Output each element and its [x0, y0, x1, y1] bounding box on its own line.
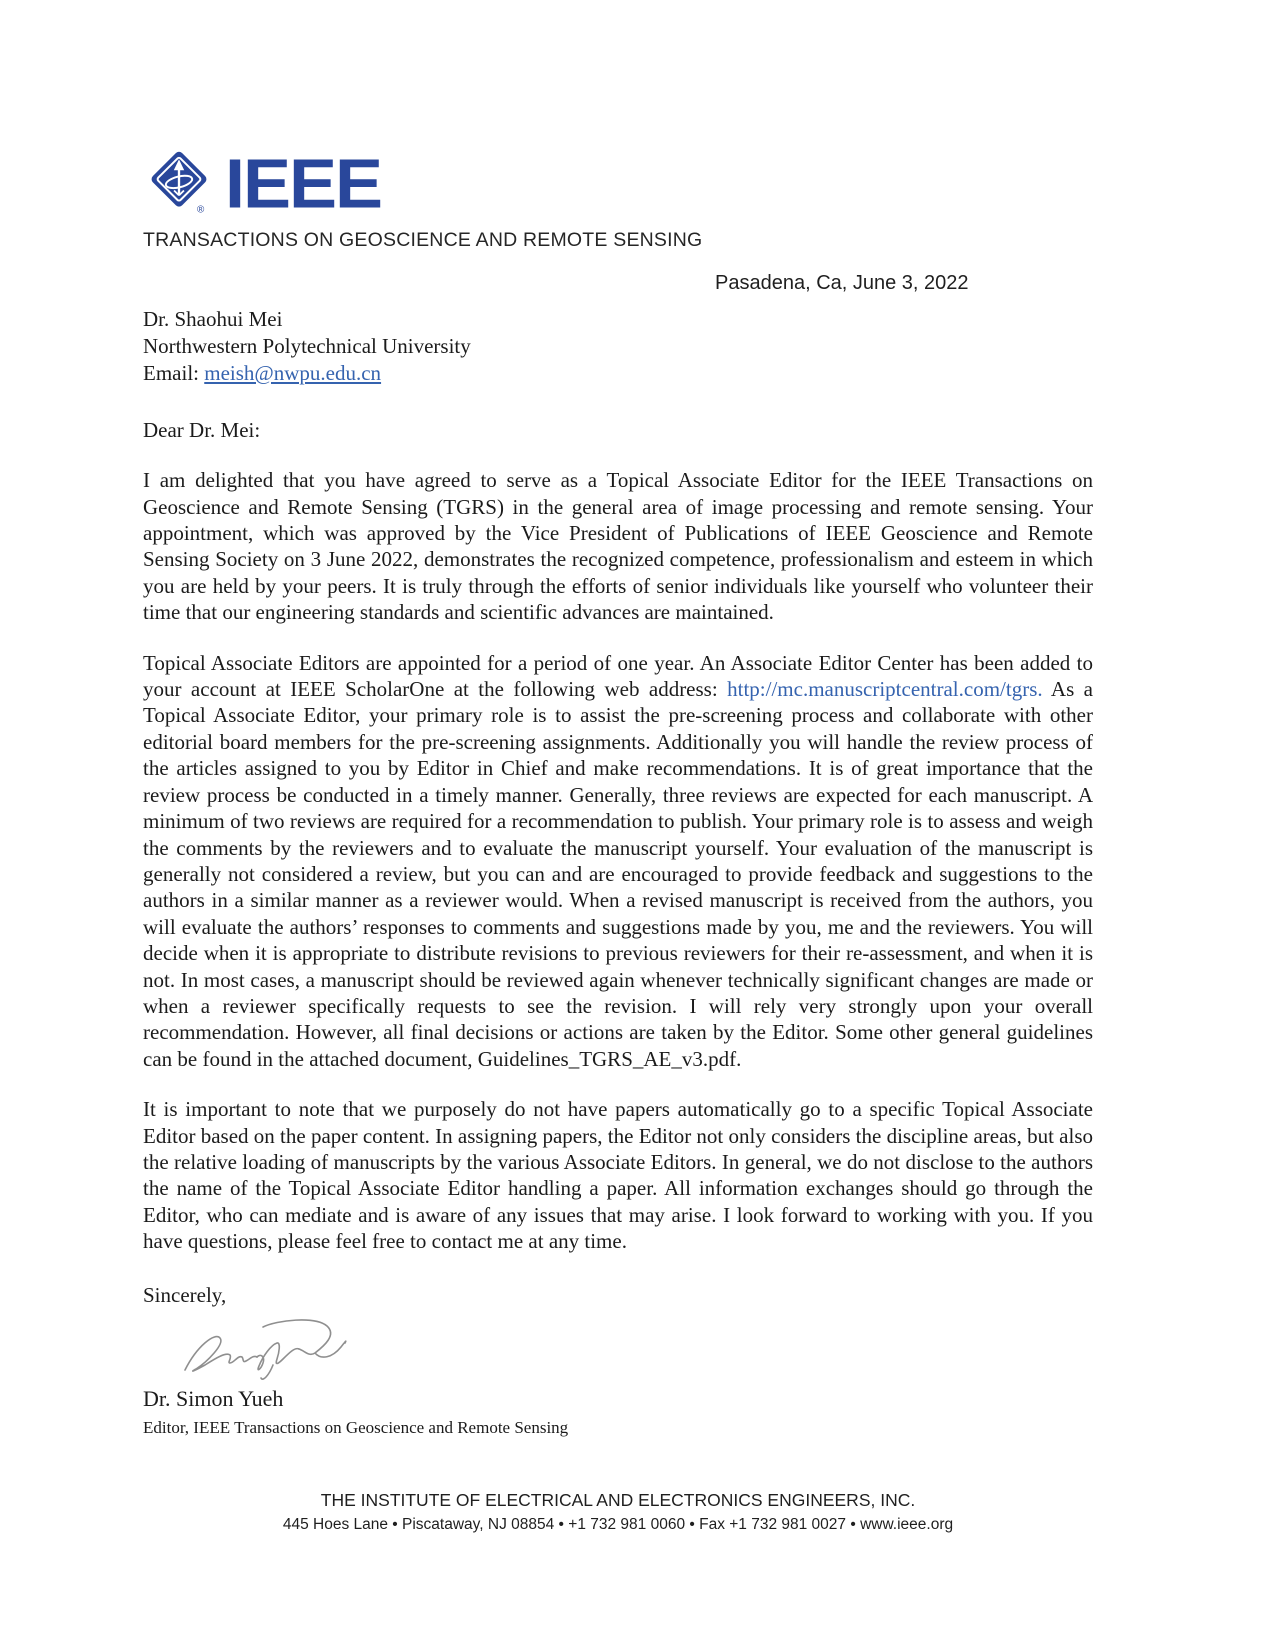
signer-name: Dr. Simon Yueh	[143, 1386, 284, 1411]
footer-address-line: 445 Hoes Lane • Piscataway, NJ 08854 • +1 732 981 0060 • Fax +1 732 981 0027 • www.ieee.org	[282, 1516, 954, 1533]
email-label: Email:	[143, 360, 199, 385]
paragraph-2-text-after-link: As a Topical Associate Editor, your primary role is to assist the pre-screening process and collaborate with other editorial board members for the pre-screening assignments. Additionally you will handle the review process of the articles assigned to you by Editor in Chief and make recommendations. It is of great importance that the review process be conducted in a timely manner. Generally, three reviews are expected for each manuscript. A minimum of two reviews are required for a recommendation to publish. Your primary role is to assess and weigh the comments by the reviewers and to evaluate the manuscript yourself. Your evaluation of the manuscript is generally not considered a review, but you can and are encouraged to provide feedback and suggestions to the authors in a similar manner as a reviewer would. When a revised manuscript is received from the authors, you will evaluate the authors’ responses to comments and suggestions made by you, me and the reviewers. You will decide when it is appropriate to distribute revisions to previous reviewers for their re-assessment, and when it is not. In most cases, a manuscript should be reviewed again whenever technically significant changes are made or when a reviewer specifically requests to see the revision. I will rely very strongly upon your overall recommendation. However, all final decisions or actions are taken by the Editor. Some other general guidelines can be found in the attached document, Guidelines_TGRS_AE_v3.pdf.	[143, 677, 1093, 1071]
letterhead	[143, 145, 1093, 223]
journal-title: TRANSACTIONS ON GEOSCIENCE AND REMOTE SENSING	[143, 229, 703, 251]
body-paragraph-2	[143, 650, 1093, 1073]
body-paragraph-3: It is important to note that we purposely do not have papers automatically go to a specific Topical Associate Editor based on the paper content. In assigning papers, the Editor not only considers the discipline areas, but also the relative loading of manuscripts by the various Associate Editors. In general, we do not disclose to the authors the name of the Topical Associate Editor handling a paper. All information exchanges should go through the Editor, who can mediate and is aware of any issues that may arise. I look forward to working with you. If you have questions, please feel free to contact me at any time.	[143, 1097, 1094, 1254]
ieee-diamond-logo-icon	[143, 144, 215, 224]
recipient-affiliation: Northwestern Polytechnical University	[143, 333, 471, 358]
manuscriptcentral-link[interactable]: http://mc.manuscriptcentral.com/tgrs.	[727, 677, 1043, 702]
dateline: Pasadena, Ca, June 3, 2022	[715, 272, 969, 295]
svg-text:®: ®	[197, 204, 205, 216]
recipient-name: Dr. Shaohui Mei	[143, 306, 283, 331]
paragraph-2-text-before-link: Topical Associate Editors are appointed for a period of one year. An Associate Editor Center has been added to your account at IEEE ScholarOne at the following web address:	[143, 650, 1093, 702]
valediction: Sincerely,	[143, 1282, 227, 1307]
page-footer	[143, 1490, 1093, 1534]
body-paragraph-1: I am delighted that you have agreed to serve as a Topical Associate Editor for the IEEE Transactions on Geoscience and Remote Sensing (TGRS) in the general area of image processing and remote sensing. Your appointment, which was approved by the Vice President of Publications of IEEE Geoscience and Remote Sensing Society on 3 June 2022, demonstrates the recognized competence, professionalism and esteem in which you are held by your peers. It is truly through the efforts of senior individuals like yourself who volunteer their time that our engineering standards and scientific advances are maintained.	[143, 468, 1093, 625]
recipient-block	[143, 306, 1093, 387]
email-link[interactable]: meish@nwpu.edu.cn	[204, 360, 382, 385]
salutation: Dear Dr. Mei:	[143, 417, 261, 442]
signer-title: Editor, IEEE Transactions on Geoscience and Remote Sensing	[143, 1418, 569, 1438]
ieee-logotype: IEEE	[225, 145, 382, 223]
footer-org-line: THE INSTITUTE OF ELECTRICAL AND ELECTRONICS ENGINEERS, INC.	[320, 1490, 916, 1510]
recipient-email-line	[143, 360, 1093, 387]
signature-image	[171, 1314, 406, 1386]
